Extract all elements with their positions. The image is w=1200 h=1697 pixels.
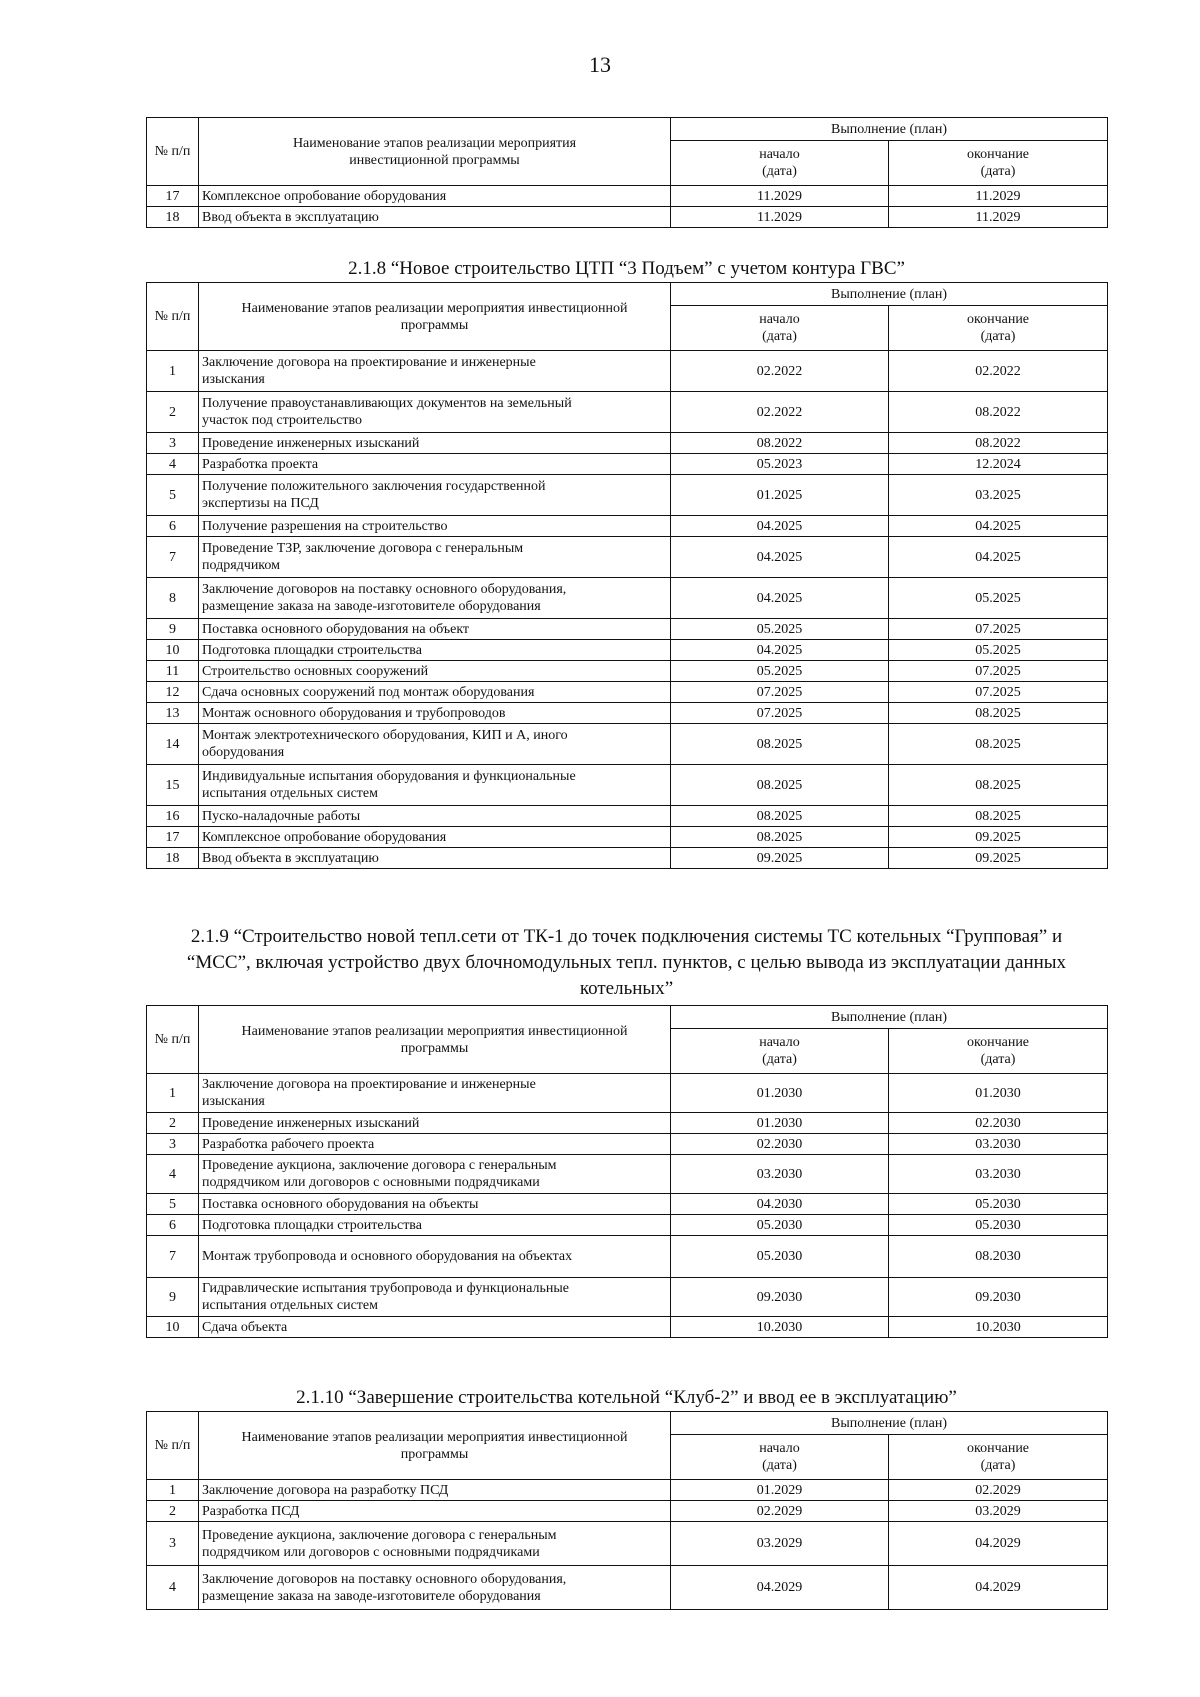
- end-date: 05.2025: [889, 640, 1108, 661]
- stage-name: Сдача объекта: [199, 1317, 671, 1338]
- start-date: 07.2025: [671, 703, 889, 724]
- table-row: [147, 682, 1108, 703]
- stage-name: Индивидуальные испытания оборудования и функциональные испытания отдельных систем: [199, 765, 671, 806]
- start-date: 04.2029: [671, 1566, 889, 1610]
- header-execution: Выполнение (план): [671, 1006, 1108, 1029]
- table-row: [147, 1480, 1108, 1501]
- end-date: 03.2030: [889, 1155, 1108, 1194]
- header-stage-name: Наименование этапов реализации мероприятия инвестиционной программы: [199, 1412, 671, 1480]
- table-row: [147, 1501, 1108, 1522]
- end-date: 03.2030: [889, 1134, 1108, 1155]
- start-date: 10.2030: [671, 1317, 889, 1338]
- end-date: 08.2025: [889, 806, 1108, 827]
- stage-name: Получение разрешения на строительство: [199, 516, 671, 537]
- start-date: 01.2030: [671, 1113, 889, 1134]
- table-row: [147, 578, 1108, 619]
- end-date: 09.2025: [889, 848, 1108, 869]
- end-date: 10.2030: [889, 1317, 1108, 1338]
- stage-name: Подготовка площадки строительства: [199, 640, 671, 661]
- stage-name: Проведение инженерных изысканий: [199, 1113, 671, 1134]
- row-number: 17: [147, 827, 199, 848]
- start-date: 04.2025: [671, 516, 889, 537]
- start-date: 09.2025: [671, 848, 889, 869]
- end-date: 08.2025: [889, 724, 1108, 765]
- end-date: 08.2030: [889, 1236, 1108, 1278]
- stage-name: Получение правоустанавливающих документов на земельный участок под строительство: [199, 392, 671, 433]
- start-date: 05.2025: [671, 661, 889, 682]
- stage-name: Пуско-наладочные работы: [199, 806, 671, 827]
- end-date: 07.2025: [889, 661, 1108, 682]
- row-number: 18: [147, 848, 199, 869]
- row-number: 11: [147, 661, 199, 682]
- stage-name: Заключение договоров на поставку основного оборудования, размещение заказа на заводе-изготовителе оборудования: [199, 1566, 671, 1610]
- table-row: [147, 1134, 1108, 1155]
- table-row: [147, 1155, 1108, 1194]
- row-number: 1: [147, 1074, 199, 1113]
- start-date: 02.2022: [671, 392, 889, 433]
- end-date: 02.2029: [889, 1480, 1108, 1501]
- table-row: [147, 724, 1108, 765]
- row-number: 7: [147, 1236, 199, 1278]
- stage-name: Получение положительного заключения государственной экспертизы на ПСД: [199, 475, 671, 516]
- table-row: [147, 619, 1108, 640]
- start-date: 08.2022: [671, 433, 889, 454]
- row-number: 2: [147, 1113, 199, 1134]
- header-start: начало (дата): [671, 306, 889, 351]
- start-date: 08.2025: [671, 724, 889, 765]
- end-date: 05.2025: [889, 578, 1108, 619]
- row-number: 16: [147, 806, 199, 827]
- start-date: 04.2030: [671, 1194, 889, 1215]
- row-number: 2: [147, 1501, 199, 1522]
- section-title-2-1-8: 2.1.8 “Новое строительство ЦТП “3 Подъем” с учетом контура ГВС”: [348, 258, 905, 279]
- stage-name: Комплексное опробование оборудования: [199, 186, 671, 207]
- table-row: [147, 1236, 1108, 1278]
- stage-name: Гидравлические испытания трубопровода и функциональные испытания отдельных систем: [199, 1278, 671, 1317]
- start-date: 05.2030: [671, 1215, 889, 1236]
- table-row: [147, 1278, 1108, 1317]
- stage-name: Подготовка площадки строительства: [199, 1215, 671, 1236]
- start-date: 03.2029: [671, 1522, 889, 1566]
- row-number: 8: [147, 578, 199, 619]
- header-start: начало (дата): [671, 1029, 889, 1074]
- header-number: № п/п: [147, 283, 199, 351]
- stage-name: Разработка проекта: [199, 454, 671, 475]
- table-row: [147, 1566, 1108, 1610]
- end-date: 04.2025: [889, 516, 1108, 537]
- table-row: [147, 661, 1108, 682]
- section-title-2-1-9: 2.1.9 “Строительство новой тепл.сети от ТК-1 до точек подключения системы ТС котельных “Групповая” и “МСС”, включая устройство двух блочномодульных тепл. пунктов, с целью вывода из эксплуатации данных котельных”: [186, 926, 1067, 999]
- page-number: 13: [589, 52, 611, 77]
- table-row: [147, 848, 1108, 869]
- start-date: 07.2025: [671, 682, 889, 703]
- table-row: [147, 703, 1108, 724]
- table-row: [147, 186, 1108, 207]
- table-row: [147, 433, 1108, 454]
- row-number: 2: [147, 392, 199, 433]
- schedule-table-continuation: [146, 117, 1108, 228]
- start-date: 01.2025: [671, 475, 889, 516]
- end-date: 08.2025: [889, 765, 1108, 806]
- stage-name: Поставка основного оборудования на объекты: [199, 1194, 671, 1215]
- end-date: 07.2025: [889, 619, 1108, 640]
- start-date: 04.2025: [671, 640, 889, 661]
- stage-name: Монтаж основного оборудования и трубопроводов: [199, 703, 671, 724]
- start-date: 01.2029: [671, 1480, 889, 1501]
- table-body: [147, 1074, 1108, 1338]
- table-body: [147, 1480, 1108, 1610]
- row-number: 5: [147, 1194, 199, 1215]
- row-number: 13: [147, 703, 199, 724]
- end-date: 09.2025: [889, 827, 1108, 848]
- table-body: [147, 186, 1108, 228]
- row-number: 1: [147, 1480, 199, 1501]
- start-date: 09.2030: [671, 1278, 889, 1317]
- row-number: 15: [147, 765, 199, 806]
- end-date: 02.2022: [889, 351, 1108, 392]
- row-number: 10: [147, 1317, 199, 1338]
- header-execution: Выполнение (план): [671, 283, 1108, 306]
- row-number: 4: [147, 454, 199, 475]
- end-date: 04.2029: [889, 1566, 1108, 1610]
- header-stage-name: Наименование этапов реализации мероприятия инвестиционной программы: [199, 118, 671, 186]
- schedule-table-2-1-10: [146, 1411, 1108, 1610]
- start-date: 08.2025: [671, 806, 889, 827]
- header-stage-name: Наименование этапов реализации мероприятия инвестиционной программы: [199, 1006, 671, 1074]
- start-date: 11.2029: [671, 207, 889, 228]
- table-row: [147, 207, 1108, 228]
- row-number: 4: [147, 1566, 199, 1610]
- section-title-2-1-10: 2.1.10 “Завершение строительства котельной “Клуб-2” и ввод ее в эксплуатацию”: [296, 1387, 957, 1408]
- end-date: 12.2024: [889, 454, 1108, 475]
- end-date: 05.2030: [889, 1194, 1108, 1215]
- start-date: 02.2029: [671, 1501, 889, 1522]
- row-number: 3: [147, 433, 199, 454]
- end-date: 01.2030: [889, 1074, 1108, 1113]
- start-date: 11.2029: [671, 186, 889, 207]
- header-end: окончание (дата): [889, 141, 1108, 186]
- end-date: 11.2029: [889, 186, 1108, 207]
- row-number: 4: [147, 1155, 199, 1194]
- stage-name: Монтаж трубопровода и основного оборудования на объектах: [199, 1236, 671, 1278]
- header-number: № п/п: [147, 1006, 199, 1074]
- start-date: 08.2025: [671, 765, 889, 806]
- table-row: [147, 1317, 1108, 1338]
- table-row: [147, 1215, 1108, 1236]
- stage-name: Проведение аукциона, заключение договора с генеральным подрядчиком или договоров с основными подрядчиками: [199, 1522, 671, 1566]
- table-row: [147, 806, 1108, 827]
- stage-name: Ввод объекта в эксплуатацию: [199, 207, 671, 228]
- table-body: [147, 351, 1108, 869]
- schedule-table-2-1-8: [146, 282, 1108, 869]
- end-date: 11.2029: [889, 207, 1108, 228]
- row-number: 3: [147, 1134, 199, 1155]
- stage-name: Заключение договора на разработку ПСД: [199, 1480, 671, 1501]
- header-number: № п/п: [147, 1412, 199, 1480]
- start-date: 04.2025: [671, 537, 889, 578]
- header-execution: Выполнение (план): [671, 118, 1108, 141]
- row-number: 9: [147, 619, 199, 640]
- start-date: 05.2030: [671, 1236, 889, 1278]
- stage-name: Сдача основных сооружений под монтаж оборудования: [199, 682, 671, 703]
- table-row: [147, 454, 1108, 475]
- start-date: 05.2025: [671, 619, 889, 640]
- table-row: [147, 475, 1108, 516]
- row-number: 17: [147, 186, 199, 207]
- start-date: 04.2025: [671, 578, 889, 619]
- schedule-table-2-1-9: [146, 1005, 1108, 1338]
- stage-name: Разработка рабочего проекта: [199, 1134, 671, 1155]
- row-number: 5: [147, 475, 199, 516]
- header-stage-name: Наименование этапов реализации мероприятия инвестиционной программы: [199, 283, 671, 351]
- table-row: [147, 537, 1108, 578]
- end-date: 03.2029: [889, 1501, 1108, 1522]
- stage-name: Поставка основного оборудования на объект: [199, 619, 671, 640]
- start-date: 02.2022: [671, 351, 889, 392]
- header-start: начало (дата): [671, 141, 889, 186]
- start-date: 01.2030: [671, 1074, 889, 1113]
- table-row: [147, 640, 1108, 661]
- end-date: 04.2025: [889, 537, 1108, 578]
- header-end: окончание (дата): [889, 1435, 1108, 1480]
- header-execution: Выполнение (план): [671, 1412, 1108, 1435]
- header-start: начало (дата): [671, 1435, 889, 1480]
- stage-name: Заключение договоров на поставку основного оборудования, размещение заказа на заводе-изготовителе оборудования: [199, 578, 671, 619]
- start-date: 05.2023: [671, 454, 889, 475]
- table-row: [147, 765, 1108, 806]
- stage-name: Проведение ТЗР, заключение договора с генеральным подрядчиком: [199, 537, 671, 578]
- row-number: 6: [147, 516, 199, 537]
- end-date: 08.2025: [889, 703, 1108, 724]
- stage-name: Комплексное опробование оборудования: [199, 827, 671, 848]
- row-number: 18: [147, 207, 199, 228]
- row-number: 6: [147, 1215, 199, 1236]
- table-row: [147, 1113, 1108, 1134]
- table-row: [147, 516, 1108, 537]
- table-row: [147, 1194, 1108, 1215]
- table-row: [147, 392, 1108, 433]
- row-number: 12: [147, 682, 199, 703]
- end-date: 09.2030: [889, 1278, 1108, 1317]
- header-end: окончание (дата): [889, 1029, 1108, 1074]
- start-date: 08.2025: [671, 827, 889, 848]
- start-date: 03.2030: [671, 1155, 889, 1194]
- end-date: 03.2025: [889, 475, 1108, 516]
- table-row: [147, 1074, 1108, 1113]
- table-row: [147, 827, 1108, 848]
- stage-name: Ввод объекта в эксплуатацию: [199, 848, 671, 869]
- end-date: 08.2022: [889, 433, 1108, 454]
- row-number: 14: [147, 724, 199, 765]
- stage-name: Строительство основных сооружений: [199, 661, 671, 682]
- start-date: 02.2030: [671, 1134, 889, 1155]
- stage-name: Проведение инженерных изысканий: [199, 433, 671, 454]
- stage-name: Заключение договора на проектирование и инженерные изыскания: [199, 1074, 671, 1113]
- stage-name: Проведение аукциона, заключение договора с генеральным подрядчиком или договоров с основными подрядчиками: [199, 1155, 671, 1194]
- stage-name: Монтаж электротехнического оборудования, КИП и А, иного оборудования: [199, 724, 671, 765]
- stage-name: Заключение договора на проектирование и инженерные изыскания: [199, 351, 671, 392]
- end-date: 04.2029: [889, 1522, 1108, 1566]
- header-end: окончание (дата): [889, 306, 1108, 351]
- end-date: 02.2030: [889, 1113, 1108, 1134]
- end-date: 08.2022: [889, 392, 1108, 433]
- row-number: 7: [147, 537, 199, 578]
- row-number: 1: [147, 351, 199, 392]
- end-date: 07.2025: [889, 682, 1108, 703]
- row-number: 9: [147, 1278, 199, 1317]
- row-number: 3: [147, 1522, 199, 1566]
- table-row: [147, 351, 1108, 392]
- table-row: [147, 1522, 1108, 1566]
- row-number: 10: [147, 640, 199, 661]
- end-date: 05.2030: [889, 1215, 1108, 1236]
- header-number: № п/п: [147, 118, 199, 186]
- stage-name: Разработка ПСД: [199, 1501, 671, 1522]
